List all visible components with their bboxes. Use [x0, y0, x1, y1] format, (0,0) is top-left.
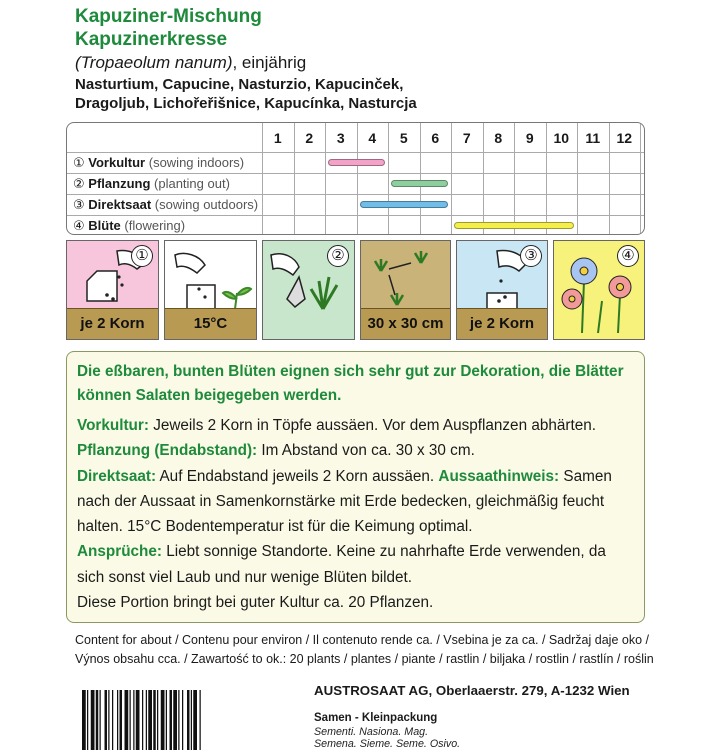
grid-vline — [609, 123, 610, 235]
barcode-bar — [112, 690, 113, 750]
barcode-bar — [130, 690, 131, 750]
grid-vline — [640, 123, 641, 235]
pictogram-label: 15°C — [165, 308, 256, 339]
barcode-bar — [148, 690, 152, 750]
row-number: ③ — [73, 197, 85, 212]
row-name: Direktsaat — [88, 197, 152, 212]
month-1: 1 — [273, 130, 282, 146]
barcode-bar — [100, 690, 101, 750]
pack-type-line-3: Semena. Sieme. Seme. Osivo. — [314, 738, 461, 750]
row-english: (planting out) — [154, 176, 230, 191]
barcode-bar — [170, 690, 173, 750]
barcode-bar — [146, 690, 147, 750]
barcode-bar — [178, 690, 179, 750]
portion-note: Diese Portion bringt bei guter Kultur ca. 20 Pflanzen. — [77, 594, 434, 612]
month-3: 3 — [336, 130, 345, 146]
common-names-line-1: Nasturtium, Capucine, Nasturzio, Kapucinček, — [75, 76, 404, 93]
barcode-bar — [136, 690, 140, 750]
calendar-row-label — [73, 173, 230, 194]
grid-vline — [294, 123, 295, 235]
sowing-calendar — [66, 122, 645, 235]
barcode-bar — [108, 690, 109, 750]
month-2: 2 — [305, 130, 314, 146]
period-bar-pflanzung — [391, 180, 448, 187]
latin-name: (Tropaeolum nanum) — [75, 53, 233, 72]
row-english: (flowering) — [124, 218, 186, 233]
barcode-bar — [133, 690, 134, 750]
step-badge: ④ — [617, 245, 639, 267]
barcode-bar — [157, 690, 158, 750]
grid-vline — [451, 123, 452, 235]
barcode-bar — [200, 690, 201, 750]
month-9: 9 — [525, 130, 534, 146]
annual-note: , einjährig — [232, 53, 307, 72]
row-name: Blüte — [88, 218, 121, 233]
barcode-bar — [191, 690, 192, 750]
barcode-bar — [166, 690, 167, 750]
barcode-bar — [193, 690, 197, 750]
usage-lead: Die eßbaren, bunten Blüten eignen sich sehr gut zur Dekoration, die Blätter können Salaten beigegeben werden. — [77, 363, 624, 404]
common-names-line-2: Dragoljub, Lichořeřišnice, Kapucínka, Nasturcja — [75, 95, 417, 112]
barcode-bar — [187, 690, 190, 750]
vorkultur-label: Vorkultur: — [77, 417, 149, 434]
grid-vline — [262, 123, 263, 235]
barcode-bar — [142, 690, 143, 750]
product-subtitle: Kapuzinerkresse — [75, 29, 228, 50]
pack-type: Samen - Kleinpackung — [314, 712, 438, 724]
pictogram-label: je 2 Korn — [457, 308, 547, 339]
pictogram-label: je 2 Korn — [67, 308, 158, 339]
barcode-bar — [120, 690, 123, 750]
month-12: 12 — [616, 130, 633, 146]
direktsaat-label: Direktsaat: — [77, 467, 157, 485]
company-address: AUSTROSAAT AG, Oberlaaerstr. 279, A-1232 Wien — [314, 683, 630, 698]
vorkultur-text: Jeweils 2 Korn in Töpfe aussäen. Vor dem Auspflanzen abhärten. — [148, 417, 596, 434]
content-line-1: Content for about / Contenu pour environ / Il contenuto rende ca. / Vsebina je za ca. / Sadržaj daje oko / — [75, 633, 649, 647]
barcode-bar — [96, 690, 99, 750]
row-number: ① — [73, 155, 85, 170]
pflanzung-label: Pflanzung (Endabstand): — [77, 442, 258, 460]
pictogram-tile-3 — [262, 240, 355, 340]
instructions-box — [66, 351, 645, 623]
content-line-2: Výnos obsahu cca. / Zawartość to ok.: 20 plants / plantes / piante / rastlin / biljaka / rostlin / rastlín / roślin — [75, 652, 654, 666]
month-6: 6 — [431, 130, 440, 146]
barcode-bar — [173, 690, 177, 750]
step-badge: ③ — [520, 245, 542, 267]
calendar-row-label — [73, 215, 185, 235]
grid-vline — [420, 123, 421, 235]
barcode-bar — [91, 690, 95, 750]
row-name: Vorkultur — [88, 155, 146, 170]
month-7: 7 — [462, 130, 471, 146]
month-4: 4 — [368, 130, 377, 146]
month-5: 5 — [399, 130, 408, 146]
grid-vline — [546, 123, 547, 235]
barcode-bar — [105, 690, 108, 750]
pflanzung-paragraph — [77, 438, 634, 463]
ansprueche-paragraph — [77, 539, 634, 590]
pictogram-tile-2 — [164, 240, 257, 340]
pack-type-line-2: Sementi. Nasiona. Mag. — [314, 726, 429, 738]
calendar-row-label — [73, 194, 258, 215]
latin-name-line — [75, 53, 306, 73]
row-number: ② — [73, 176, 85, 191]
barcode-bar — [117, 690, 118, 750]
pictogram-label: 30 x 30 cm — [361, 308, 450, 339]
grid-vline — [357, 123, 358, 235]
vorkultur-paragraph — [77, 413, 634, 438]
month-11: 11 — [585, 130, 601, 146]
month-10: 10 — [553, 130, 570, 146]
pictogram-tile-5 — [456, 240, 548, 340]
row-english: (sowing outdoors) — [154, 197, 259, 212]
month-8: 8 — [494, 130, 503, 146]
pflanzung-text: Im Abstand von ca. 30 x 30 cm. — [257, 442, 475, 460]
step-badge: ① — [131, 245, 153, 267]
barcode-bar — [161, 690, 165, 750]
barcode-bar — [82, 690, 86, 750]
barcode — [80, 690, 285, 750]
barcode-bar — [125, 690, 129, 750]
grid-vline — [514, 123, 515, 235]
ansprueche-text: Liebt sonnige Standorte. Keine zu nahrhafte Erde verwenden, da sich sonst viel Laub und nur wenige Blüten bildet. — [77, 543, 606, 586]
calendar-row-label — [73, 152, 244, 173]
aussaathinweis-text: Samen nach der Aussaat in Samenkornstärke mit Erde bedecken, gleichmäßig feucht halten. 15°C Bodentemperatur ist für die Keimung optimal. — [77, 467, 612, 536]
period-bar-blüte — [454, 222, 574, 229]
grid-vline — [483, 123, 484, 235]
pictogram-tile-1 — [66, 240, 159, 340]
grid-vline — [388, 123, 389, 235]
pictogram-tile-4 — [360, 240, 451, 340]
period-bar-vorkultur — [328, 159, 385, 166]
barcode-bar — [153, 690, 156, 750]
grid-vline — [325, 123, 326, 235]
ansprueche-label: Ansprüche: — [77, 543, 162, 561]
step-badge: ② — [327, 245, 349, 267]
barcode-bar — [87, 690, 88, 750]
period-bar-direktsaat — [360, 201, 449, 208]
row-name: Pflanzung — [88, 176, 151, 191]
aussaathinweis-label: Aussaathinweis: — [438, 467, 560, 485]
grid-vline — [577, 123, 578, 235]
pictogram-tile-6 — [553, 240, 645, 340]
row-number: ④ — [73, 218, 85, 233]
row-english: (sowing indoors) — [148, 155, 245, 170]
direktsaat-text: Auf Endabstand jeweils 2 Korn aussäen. — [156, 467, 439, 485]
barcode-bar — [182, 690, 183, 750]
direktsaat-paragraph — [77, 464, 634, 540]
product-title: Kapuziner-Mischung — [75, 6, 262, 27]
